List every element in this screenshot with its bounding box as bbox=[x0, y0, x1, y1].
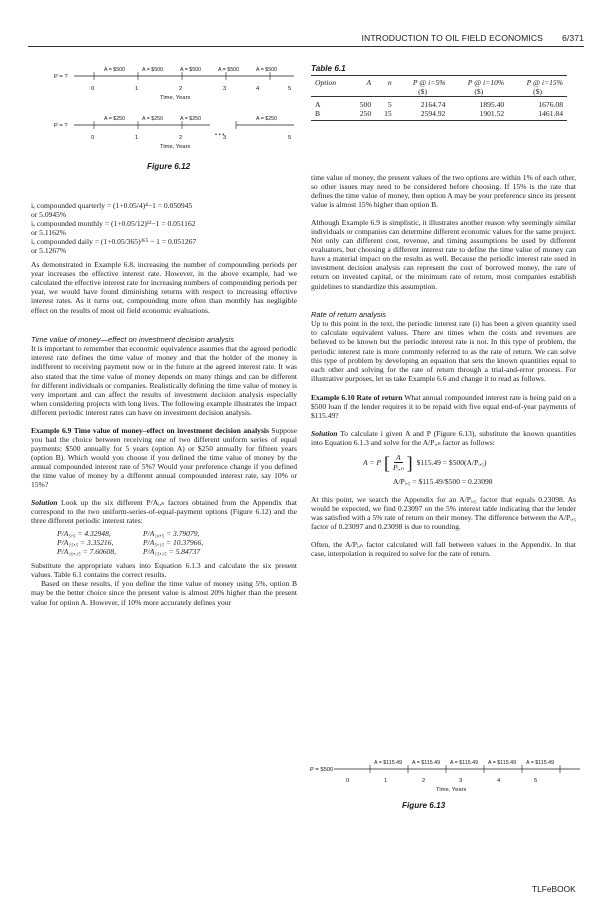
solution-paragraph bbox=[311, 429, 576, 447]
left-column bbox=[31, 201, 297, 607]
running-header bbox=[318, 33, 584, 43]
fig613-tick-0: 0 bbox=[346, 778, 350, 784]
fig612-bottom-payment-4: A = $250 bbox=[256, 116, 278, 122]
paragraph: Based on these results, if you define the time value of money using 5%, option B may be the better choice since the present value is almost 20% higher than the present value for option A. However, if 10% more accurately defines your bbox=[31, 579, 297, 607]
paragraph: Up to this point in the text, the periodic interest rate (i) has been a given quantity used to calculate equivalent values. There are times when the costs and revenues are believed to be known but the periodic interest rate is not. In this type of problem, the periodic interest rate is more commonly referred to as the rate of return. We can solve this type of problem by developing an equation that sets the known quantities equal to each other and solving for the rate of return through a trial-and-error process. For illustrative purposes, let us take Example 6.6 and change it to read as follows. bbox=[311, 319, 576, 383]
paragraph: At this point, we search the Appendix for an A/Pᵢ,₅ factor that equals 0.23098. As would be expected, we find 0.23097 on the 5% interest table indicating that the lender was satisfied with a 5% rate of return on their money. The difference between the A/Pᵢ,₅ factor of 0.23097 and 0.23098 is due to rounding. bbox=[311, 494, 576, 532]
solution-label: Solution bbox=[31, 498, 58, 508]
fig612-top-payment-4: A = $500 bbox=[218, 67, 240, 73]
fig612-top-tick-5: 5 bbox=[288, 86, 292, 92]
fig612-top-tick-3: 3 bbox=[223, 86, 227, 92]
table-unit: ($) bbox=[474, 87, 484, 96]
example-title: Example 6.9 Time value of money–effect on investment decision analysis bbox=[31, 425, 269, 435]
solution-label: Solution bbox=[311, 428, 338, 438]
table-header: P @ i=10% bbox=[467, 78, 505, 87]
fraction-denominator: Pᵢ,ₙ bbox=[392, 463, 404, 473]
fig612-top-payment-2: A = $500 bbox=[142, 67, 164, 73]
solution-paragraph bbox=[31, 498, 297, 525]
fig613-tick-2: 2 bbox=[422, 778, 426, 784]
section-heading: Time value of money—effect on investment decision analysis bbox=[31, 334, 234, 344]
fig612-bottom-payment-3: A = $250 bbox=[180, 116, 202, 122]
table-header: A bbox=[366, 78, 372, 87]
table-cell: 2164.74 bbox=[420, 100, 446, 109]
equation-daily-result: or 5.1267% bbox=[31, 246, 67, 256]
figure-6-12-caption: Figure 6.12 bbox=[147, 162, 191, 171]
table-6-1 bbox=[311, 64, 567, 121]
fig612-top-tick-4: 4 bbox=[256, 86, 260, 92]
table-header: n bbox=[387, 78, 392, 87]
fig613-payment-2: A = $115.49 bbox=[412, 760, 441, 766]
header-rule bbox=[28, 46, 584, 47]
table-row bbox=[311, 100, 567, 109]
factor-value: P/A₁₅,₅ = 3.35216, bbox=[57, 538, 114, 548]
fig613-tick-3: 3 bbox=[459, 778, 463, 784]
table-title: Table 6.1 bbox=[311, 64, 346, 73]
paragraph: time value of money, the present values of the two options are within 1% of each other, so other issues may need to be considered before choosing. If 15% is the rate that defines the time value of money, then option A may be your preference since its present value is almost 15% higher than option B. bbox=[311, 173, 576, 210]
example-body: Suppose you had the choice between receiving one of two different uniform series of equal payments: $500 annually for 5 years (option A) or $250 annually for fifteen years (option B). Which would you choose if you defined the time value of money by the annual compounded interest rate of 5%? Would your preference change if you defined the time value of money by a different annual compounded interest rate, say 10% or 15%? bbox=[31, 425, 297, 490]
fig612-bottom-tick-1: 1 bbox=[135, 135, 139, 141]
fig612-bottom-tick-0: 0 bbox=[91, 135, 95, 141]
solution-body: To calculate i given A and P (Figure 6.13), substitute the known quantities into Equation 6.1.3 and solve for the A/Pᵢ,ₙ factor as follows: bbox=[311, 428, 576, 447]
fig612-bottom-p-label: P = ? bbox=[54, 123, 68, 129]
fig613-p-label: P = $500 bbox=[310, 767, 334, 773]
table-cell: 1461.84 bbox=[538, 109, 563, 118]
fig612-top-p-label: P = ? bbox=[54, 74, 68, 80]
figure-6-12 bbox=[50, 62, 300, 164]
factor-row bbox=[57, 538, 297, 547]
table-cell: 2594.92 bbox=[420, 109, 446, 118]
fig612-top-tick-1: 1 bbox=[135, 86, 139, 92]
table-header-row bbox=[311, 78, 567, 87]
bracket-close: ] bbox=[406, 452, 413, 473]
fig613-payment-4: A = $115.49 bbox=[488, 760, 517, 766]
table-cell: 5 bbox=[387, 100, 392, 109]
equation-rhs: $115.49 = $500(A/Pᵢ,₅) bbox=[416, 458, 487, 468]
equation-a-p bbox=[311, 451, 576, 475]
example-6-10 bbox=[311, 393, 576, 420]
fig613-payment-3: A = $115.49 bbox=[450, 760, 479, 766]
factor-value: P/A₁₀,₅ = 3.79079, bbox=[143, 529, 200, 539]
paragraph: As demonstrated in Example 6.8, increasing the number of compounding periods per year increases the effective interest rate. However, in the above example, had we calculated the effective interest rate for increasing numbers of compounding periods per year, we would have found diminishing returns with respect to increasing effective interest rates. As it turns out, compounding more often than monthly has negligible effect on the results of most oil field economic evaluations. bbox=[31, 260, 297, 315]
fig612-top-payment-5: A = $500 bbox=[256, 67, 278, 73]
factor-value: P/A₁₅,₁₅ = 5.84737 bbox=[143, 547, 201, 557]
section-heading: Rate of return analysis bbox=[311, 309, 387, 319]
table-cell: 1676.08 bbox=[538, 100, 563, 109]
table-cell: A bbox=[315, 100, 321, 109]
equation-quarterly-result: or 5.0945% bbox=[31, 210, 67, 220]
example-body: What annual compounded interest rate is being paid on a $500 loan if the lender requires it to be repaid with five equal end-of-year payments of $115.49? bbox=[311, 392, 576, 420]
table-unit: ($) bbox=[418, 87, 428, 96]
fraction bbox=[391, 453, 406, 472]
table-cell: B bbox=[315, 109, 321, 118]
fig613-payment-1: A = $115.49 bbox=[374, 760, 403, 766]
fig612-bottom-axis-label: Time, Years bbox=[160, 144, 191, 150]
fig613-tick-4: 4 bbox=[497, 778, 501, 784]
solution-body: Look up the six different P/Aᵢ,ₙ factors obtained from the Appendix that correspond to the two uniform-series-of-equal-payment options (Figure 6.12) and the three different periodic interest rates: bbox=[31, 498, 297, 526]
factor-value: P/A₁₀,₁₅ = 7.60608, bbox=[57, 547, 116, 557]
fig612-top-tick-2: 2 bbox=[179, 86, 183, 92]
table-cell: 500 bbox=[359, 100, 372, 109]
factor-row bbox=[57, 529, 297, 538]
equation-daily: iₑ compounded daily = (1+0.05/365)³⁶⁵ − 1 = 0.051267 bbox=[31, 237, 197, 247]
table-header: P @ i=15% bbox=[526, 78, 563, 87]
fig613-axis-label: Time, Years bbox=[436, 787, 467, 793]
paragraph: Although Example 6.9 is simplistic, it illustrates another reason why seemingly similar individuals or companies can determine different economic values for the same project. Not only can different cost, revenue, and timing assumptions be used by different evaluators, but choosing a different interest rate to define the time value of money can have a material impact on the results as well. Because the periodic interest rate used in investment decision analysis can represent the cost of borrowed money, the rate of return on invested capital, or the minimum rate of return, most companies establish guidelines to standardize this assumption. bbox=[311, 218, 576, 291]
table-grid bbox=[311, 78, 567, 121]
table-units-row bbox=[311, 87, 567, 97]
right-column bbox=[311, 173, 576, 558]
watermark: TLFeBOOK bbox=[532, 884, 576, 894]
fraction-numerator: A bbox=[395, 453, 401, 463]
equation-quarterly: iₑ compounded quarterly = (1+0.05/4)⁴−1 = 0.050945 bbox=[31, 201, 193, 210]
fig613-tick-1: 1 bbox=[384, 778, 388, 784]
paragraph: It is important to remember that economic equivalence assumes that the agreed periodic interest rate defines the time value of money and that the holder of the money is indifferent to receiving payment now or in the future at the agreed interest rate. It was also stated that the time value of money depends on many things and can be different for different individuals or companies. Realistically defining the time value of money is very important and can affect the results of investment decision analysis especially when considering projects with long lives. The following example illustrates the impact different periodic interest rates can have on investment decision analysis. bbox=[31, 344, 297, 417]
equation-lhs: A = P bbox=[363, 458, 381, 468]
equation-factor: A/Pᵢ,₅ = $115.49/$500 = 0.23098 bbox=[393, 476, 493, 486]
fig612-bottom-tick-5: 5 bbox=[288, 135, 292, 141]
table-cell: 1895.40 bbox=[479, 100, 505, 109]
equation-monthly: iₑ compounded monthly = (1+0.05/12)¹²−1 = 0.051162 bbox=[31, 219, 196, 229]
example-title: Example 6.10 Rate of return bbox=[311, 392, 403, 402]
fig612-bottom-tick-3: 3 bbox=[223, 135, 227, 141]
figure-6-13 bbox=[308, 757, 584, 797]
running-title: INTRODUCTION TO OIL FIELD ECONOMICS bbox=[361, 33, 543, 43]
fig612-top-payment-1: A = $500 bbox=[104, 67, 126, 73]
fig613-tick-5: 5 bbox=[534, 778, 538, 784]
factor-row bbox=[57, 547, 297, 556]
table-unit: ($) bbox=[533, 87, 543, 96]
equation-monthly-result: or 5.1162% bbox=[31, 228, 66, 238]
factor-list bbox=[31, 529, 297, 556]
table-row bbox=[311, 109, 567, 118]
fig612-bottom-payment-2: A = $250 bbox=[142, 116, 164, 122]
table-header: Option bbox=[315, 78, 337, 87]
fig612-ellipsis: • • • bbox=[215, 132, 225, 138]
fig612-top-axis-label: Time, Years bbox=[160, 95, 191, 101]
example-6-9 bbox=[31, 426, 297, 489]
fig612-top-tick-0: 0 bbox=[91, 86, 95, 92]
factor-value: P/A₅,₅ = 4.32948, bbox=[57, 529, 111, 539]
bracket-open: [ bbox=[383, 452, 390, 473]
table-cell: 1901.52 bbox=[479, 109, 505, 118]
fig613-payment-5: A = $115.49 bbox=[526, 760, 555, 766]
fig612-bottom-tick-2: 2 bbox=[179, 135, 183, 141]
table-cell: 250 bbox=[359, 109, 372, 118]
paragraph: Often, the A/Pᵢ,ₙ factor calculated will fall between values in the Appendix. In that case, interpolation is required to solve for the rate of return. bbox=[311, 540, 576, 559]
page-number: 6/371 bbox=[561, 33, 584, 43]
figure-6-13-caption: Figure 6.13 bbox=[402, 801, 446, 810]
fig612-top-payment-3: A = $500 bbox=[180, 67, 202, 73]
table-cell: 15 bbox=[384, 109, 392, 118]
paragraph: Substitute the appropriate values into Equation 6.1.3 and calculate the six present values. Table 6.1 contains the correct results. bbox=[31, 561, 297, 580]
table-header: P @ i=5% bbox=[412, 78, 446, 87]
factor-value: P/A₅,₁₅ = 10.37966, bbox=[143, 538, 204, 548]
fig612-bottom-payment-1: A = $250 bbox=[104, 116, 126, 122]
